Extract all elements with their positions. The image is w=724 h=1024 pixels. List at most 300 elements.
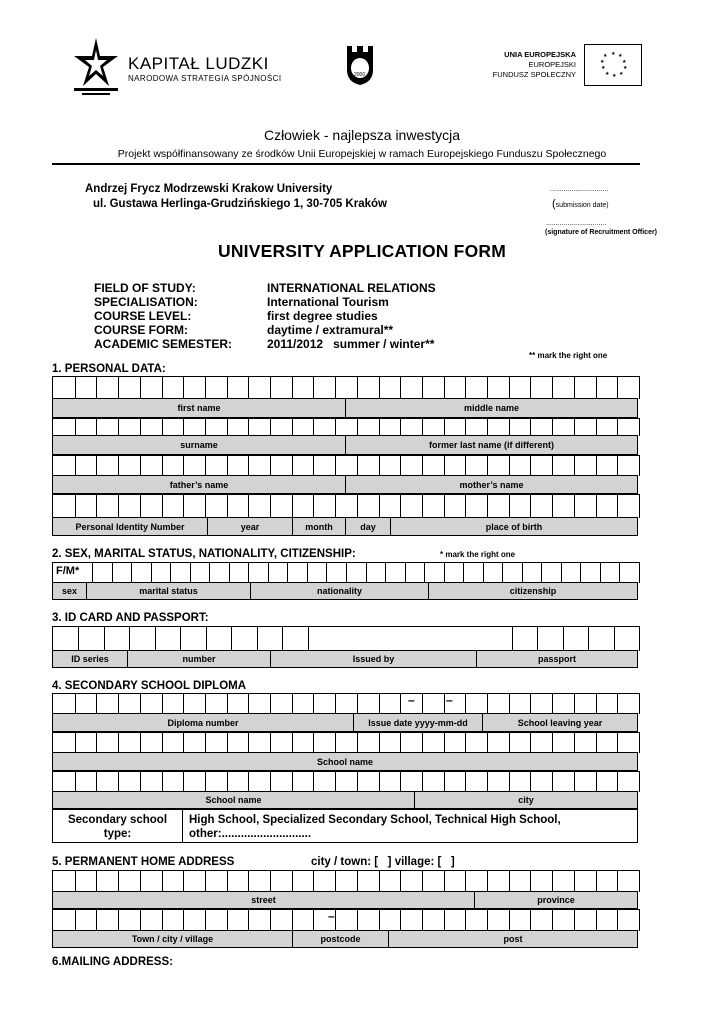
section-4-title: 4. SECONDARY SCHOOL DIPLOMA	[52, 680, 247, 692]
eu-flag	[584, 44, 642, 86]
cell-divider	[118, 456, 119, 476]
citizenship-label: citizenship	[509, 586, 557, 596]
surname-cells[interactable]	[52, 418, 640, 436]
cell-divider	[313, 694, 314, 714]
issued-by-label: Issued by	[271, 651, 477, 667]
field-label: COURSE FORM:	[94, 323, 188, 337]
label-row-surname	[52, 435, 638, 455]
cell-divider	[227, 456, 228, 476]
field-label: COURSE LEVEL:	[94, 309, 192, 323]
cell-divider	[313, 910, 314, 931]
field-value: daytime / extramural**	[267, 323, 394, 337]
cell-divider	[537, 627, 538, 651]
cell-divider	[509, 419, 510, 436]
cell-divider	[227, 733, 228, 753]
cell-divider	[580, 563, 581, 583]
cell-divider	[118, 772, 119, 792]
field-label: FIELD OF STUDY:	[94, 281, 196, 295]
cell-divider	[379, 377, 380, 399]
cell-divider	[400, 733, 401, 753]
cell-divider	[422, 456, 423, 476]
cell-divider	[509, 456, 510, 476]
cell-divider	[287, 563, 288, 583]
cell-divider	[422, 377, 423, 399]
svg-text:★: ★	[605, 71, 610, 77]
eu-line-1: UNIA EUROPEJSKA	[504, 50, 576, 59]
cell-divider	[75, 495, 76, 518]
cell-divider	[313, 456, 314, 476]
cell-divider	[75, 694, 76, 714]
cell-divider	[292, 456, 293, 476]
cell-divider	[118, 495, 119, 518]
town-cells[interactable]	[52, 909, 640, 931]
cell-divider	[292, 910, 293, 931]
cell-divider	[118, 733, 119, 753]
cell-divider	[335, 419, 336, 436]
label-row-street	[52, 891, 638, 909]
cell-divider	[357, 419, 358, 436]
cell-divider	[400, 456, 401, 476]
pin-cells[interactable]	[52, 494, 640, 518]
id-series-label: ID series	[53, 651, 128, 667]
cell-divider	[574, 377, 575, 399]
cell-divider	[465, 910, 466, 931]
label-row-school-city	[52, 791, 638, 809]
cell-divider	[487, 456, 488, 476]
cell-divider	[596, 456, 597, 476]
cell-divider	[75, 419, 76, 436]
cell-divider	[205, 694, 206, 714]
cell-divider	[422, 495, 423, 518]
cell-divider	[487, 377, 488, 399]
cell-divider	[335, 871, 336, 892]
cell-divider	[574, 456, 575, 476]
cell-divider	[552, 377, 553, 399]
sex-label: sex	[53, 583, 87, 599]
cell-divider	[379, 495, 380, 518]
double-star-note: ** mark the right one	[529, 351, 608, 360]
id-cells[interactable]	[52, 626, 640, 651]
diploma-cells[interactable]	[52, 693, 640, 714]
cell-divider	[75, 733, 76, 753]
cell-divider	[422, 419, 423, 436]
label-row-id	[52, 650, 638, 668]
cell-divider	[530, 419, 531, 436]
cell-divider	[596, 733, 597, 753]
cell-divider	[227, 871, 228, 892]
cell-divider	[292, 871, 293, 892]
cell-divider	[140, 871, 141, 892]
cell-divider	[600, 563, 601, 583]
cell-divider	[270, 772, 271, 792]
svg-text:★: ★	[603, 53, 608, 59]
cell-divider	[313, 871, 314, 892]
cell-divider	[509, 733, 510, 753]
cell-divider	[140, 377, 141, 399]
header-divider	[52, 163, 640, 165]
cell-divider	[487, 871, 488, 892]
cell-divider	[379, 910, 380, 931]
cell-divider	[552, 495, 553, 518]
city-label: city	[518, 795, 534, 805]
cell-divider	[465, 495, 466, 518]
label-row-diploma	[52, 713, 638, 732]
cell-divider	[140, 495, 141, 518]
cell-divider	[530, 495, 531, 518]
star-logo-icon	[70, 36, 122, 96]
cell-divider	[335, 694, 336, 714]
school-leaving-year-label: School leaving year	[517, 717, 603, 728]
post-label: post	[503, 934, 523, 944]
cell-divider	[574, 910, 575, 931]
cell-divider	[140, 456, 141, 476]
crest-year: 2000	[354, 72, 366, 78]
father-name-label: father’s name	[53, 476, 346, 493]
school-type-label: Secondary school type:	[53, 810, 183, 842]
field-label: ACADEMIC SEMESTER:	[94, 337, 233, 351]
cell-divider	[205, 910, 206, 931]
cell-divider	[574, 733, 575, 753]
cell-divider	[270, 733, 271, 753]
cell-divider	[357, 495, 358, 518]
city-village-choice: city / town: [ ] village: [ ]	[311, 856, 455, 868]
cell-divider	[483, 563, 484, 583]
logo-title: KAPITAŁ LUDZKI	[128, 54, 269, 73]
cell-divider	[400, 694, 401, 714]
cell-divider	[118, 377, 119, 399]
cell-divider	[92, 563, 93, 583]
cell-divider	[151, 563, 152, 583]
cell-divider	[617, 377, 618, 399]
cell-divider	[596, 910, 597, 931]
field-row-specialisation	[94, 295, 436, 309]
cell-divider	[379, 733, 380, 753]
first-name-label: first name	[53, 399, 346, 417]
cell-divider	[422, 772, 423, 792]
submission-dots: ..............................	[550, 186, 609, 193]
sex-status-cells[interactable]	[52, 562, 640, 583]
single-star-note: * mark the right one	[440, 550, 516, 559]
cell-divider	[313, 733, 314, 753]
cell-divider	[205, 772, 206, 792]
cell-divider	[444, 377, 445, 399]
school-type-box[interactable]	[52, 809, 638, 843]
cell-divider	[307, 563, 308, 583]
surname-label: surname	[53, 436, 346, 454]
field-value: INTERNATIONAL RELATIONS	[267, 281, 436, 295]
cell-divider	[162, 772, 163, 792]
cell-divider	[617, 495, 618, 518]
cell-divider	[509, 772, 510, 792]
university-address: ul. Gustawa Herlinga-Grudzińskiego 1, 30-705 Kraków	[93, 198, 387, 210]
cell-divider	[227, 377, 228, 399]
field-row-semester	[94, 337, 436, 351]
cell-divider	[422, 733, 423, 753]
cell-divider	[596, 377, 597, 399]
street-cells[interactable]	[52, 870, 640, 892]
kapital-ludzki-logo	[70, 36, 282, 96]
cell-divider	[270, 694, 271, 714]
cell-divider	[75, 772, 76, 792]
cell-divider	[596, 419, 597, 436]
cell-divider	[405, 563, 406, 583]
cell-divider	[270, 495, 271, 518]
cell-divider	[227, 495, 228, 518]
signature-label: (signature of Recruitment Officer)	[545, 229, 658, 236]
form-title: UNIVERSITY APPLICATION FORM	[217, 241, 506, 261]
cell-divider	[400, 910, 401, 931]
cell-divider	[552, 419, 553, 436]
cell-divider	[292, 377, 293, 399]
svg-text:★: ★	[611, 51, 616, 57]
cell-divider	[75, 910, 76, 931]
cell-divider	[444, 495, 445, 518]
cell-divider	[530, 871, 531, 892]
cell-divider	[162, 377, 163, 399]
cell-divider	[227, 910, 228, 931]
cell-divider	[183, 377, 184, 399]
cell-divider	[308, 627, 309, 651]
date-dash-1: –	[408, 693, 415, 707]
postcode-label: postcode	[293, 931, 389, 947]
cell-divider	[422, 871, 423, 892]
cell-divider	[227, 419, 228, 436]
cell-divider	[248, 495, 249, 518]
cell-divider	[563, 627, 564, 651]
cell-divider	[270, 377, 271, 399]
cell-divider	[205, 456, 206, 476]
cell-divider	[96, 772, 97, 792]
cell-divider	[444, 772, 445, 792]
cell-divider	[75, 456, 76, 476]
place-of-birth-label: place of birth	[485, 521, 543, 532]
cell-divider	[617, 772, 618, 792]
cell-divider	[227, 772, 228, 792]
field-value: first degree studies	[267, 309, 378, 323]
cell-divider	[129, 627, 130, 651]
cell-divider	[140, 772, 141, 792]
cell-divider	[574, 772, 575, 792]
section-2-title: 2. SEX, MARITAL STATUS, NATIONALITY, CITIZENSHIP:	[52, 548, 356, 560]
month-label: month	[293, 518, 346, 535]
label-row-school	[52, 752, 638, 771]
middle-name-label: middle name	[463, 403, 519, 413]
cell-divider	[140, 910, 141, 931]
field-value: International Tourism	[267, 295, 389, 309]
cell-divider	[444, 910, 445, 931]
svg-text:★: ★	[601, 65, 606, 71]
cell-divider	[574, 694, 575, 714]
cell-divider	[183, 733, 184, 753]
cell-divider	[588, 627, 589, 651]
street-label: street	[53, 892, 475, 908]
cell-divider	[112, 563, 113, 583]
year-label: year	[208, 518, 293, 535]
cell-divider	[335, 377, 336, 399]
study-fields	[94, 281, 436, 351]
cell-divider	[400, 772, 401, 792]
school-city-cells[interactable]	[52, 771, 640, 792]
cell-divider	[379, 694, 380, 714]
cell-divider	[574, 419, 575, 436]
svg-text:★: ★	[600, 59, 605, 65]
cell-divider	[292, 495, 293, 518]
cell-divider	[422, 694, 423, 714]
cell-divider	[248, 910, 249, 931]
town-label: Town / city / village	[53, 931, 293, 947]
cell-divider	[205, 377, 206, 399]
cell-divider	[231, 627, 232, 651]
school-type-value: High School, Specialized Secondary School, Technical High School, other:............................	[189, 814, 561, 840]
first-name-cells[interactable]	[52, 376, 640, 399]
university-name: Andrzej Frycz Modrzewski Krakow University	[85, 183, 333, 195]
cell-divider	[574, 871, 575, 892]
field-row-study	[94, 281, 436, 295]
cell-divider	[162, 694, 163, 714]
cell-divider	[75, 377, 76, 399]
cell-divider	[522, 563, 523, 583]
cell-divider	[248, 456, 249, 476]
cell-divider	[465, 456, 466, 476]
cell-divider	[118, 910, 119, 931]
cell-divider	[614, 627, 615, 651]
submission-date-label: submission date)	[555, 202, 609, 209]
label-row-names	[52, 398, 638, 418]
cell-divider	[313, 495, 314, 518]
cell-divider	[183, 871, 184, 892]
cell-divider	[205, 495, 206, 518]
cell-divider	[400, 377, 401, 399]
section-3-title: 3. ID CARD AND PASSPORT:	[52, 612, 209, 624]
cell-divider	[509, 377, 510, 399]
cell-divider	[512, 627, 513, 651]
cell-divider	[326, 563, 327, 583]
cell-divider	[509, 871, 510, 892]
school-name-label-2: School name	[53, 792, 415, 808]
cell-divider	[248, 377, 249, 399]
cell-divider	[530, 377, 531, 399]
cell-divider	[552, 733, 553, 753]
cell-divider	[292, 772, 293, 792]
cell-divider	[465, 419, 466, 436]
cell-divider	[155, 627, 156, 651]
diploma-number-label: Diploma number	[53, 714, 354, 731]
cell-divider	[96, 871, 97, 892]
cell-divider	[574, 495, 575, 518]
cell-divider	[552, 871, 553, 892]
field-label: SPECIALISATION:	[94, 295, 198, 309]
svg-text:★: ★	[619, 71, 624, 77]
cell-divider	[205, 871, 206, 892]
cell-divider	[617, 910, 618, 931]
cell-divider	[444, 694, 445, 714]
svg-text:★: ★	[623, 65, 628, 71]
cell-divider	[487, 495, 488, 518]
cell-divider	[530, 733, 531, 753]
project-note: Projekt współfinansowany ze środków Unii Europejskiej w ramach Europejskiego Funduszu Społecznego	[117, 148, 607, 160]
cell-divider	[183, 772, 184, 792]
field-value: 2011/2012 summer / winter**	[267, 337, 435, 351]
cell-divider	[502, 563, 503, 583]
cell-divider	[248, 772, 249, 792]
number-label: number	[128, 651, 271, 667]
cell-divider	[162, 733, 163, 753]
cell-divider	[530, 456, 531, 476]
cell-divider	[444, 563, 445, 583]
cell-divider	[104, 627, 105, 651]
cell-divider	[162, 871, 163, 892]
cell-divider	[96, 377, 97, 399]
eu-line-3: FUNDUSZ SPOŁECZNY	[492, 70, 576, 79]
cell-divider	[552, 456, 553, 476]
cell-divider	[530, 910, 531, 931]
cell-divider	[270, 910, 271, 931]
pin-label: Personal Identity Number	[53, 518, 208, 535]
fm-marker: F/M*	[56, 565, 80, 577]
cell-divider	[313, 772, 314, 792]
cell-divider	[385, 563, 386, 583]
cell-divider	[268, 563, 269, 583]
cell-divider	[357, 733, 358, 753]
cell-divider	[596, 495, 597, 518]
section-5-title: 5. PERMANENT HOME ADDRESS	[52, 856, 235, 868]
cell-divider	[282, 627, 283, 651]
cell-divider	[617, 419, 618, 436]
cell-divider	[465, 377, 466, 399]
cell-divider	[205, 733, 206, 753]
cell-divider	[131, 563, 132, 583]
province-label: province	[537, 895, 575, 905]
section-6-title: 6.MAILING ADDRESS:	[52, 956, 173, 968]
cell-divider	[509, 910, 510, 931]
svg-text:★: ★	[618, 53, 623, 59]
cell-divider	[596, 772, 597, 792]
cell-divider	[78, 627, 79, 651]
cell-divider	[465, 871, 466, 892]
cell-divider	[180, 627, 181, 651]
cell-divider	[530, 772, 531, 792]
cell-divider	[487, 772, 488, 792]
cell-divider	[465, 694, 466, 714]
cell-divider	[509, 694, 510, 714]
cell-divider	[552, 910, 553, 931]
section-1-title: 1. PERSONAL DATA:	[52, 363, 166, 375]
mother-name-label: mother’s name	[459, 479, 524, 490]
cell-divider	[75, 871, 76, 892]
parents-cells[interactable]	[52, 455, 640, 476]
cell-divider	[257, 627, 258, 651]
field-row-form	[94, 323, 436, 337]
school-name-cells[interactable]	[52, 732, 640, 753]
cell-divider	[96, 910, 97, 931]
nationality-label: nationality	[251, 583, 429, 599]
cell-divider	[183, 495, 184, 518]
cell-divider	[162, 910, 163, 931]
cell-divider	[617, 694, 618, 714]
cell-divider	[617, 733, 618, 753]
cell-divider	[561, 563, 562, 583]
logo-subtitle: NARODOWA STRATEGIA SPÓJNOŚCI	[128, 74, 282, 83]
cell-divider	[487, 910, 488, 931]
cell-divider	[346, 563, 347, 583]
cell-divider	[530, 694, 531, 714]
cell-divider	[96, 733, 97, 753]
cell-divider	[118, 694, 119, 714]
cell-divider	[444, 456, 445, 476]
cell-divider	[357, 694, 358, 714]
day-label: day	[346, 518, 391, 535]
cell-divider	[463, 563, 464, 583]
